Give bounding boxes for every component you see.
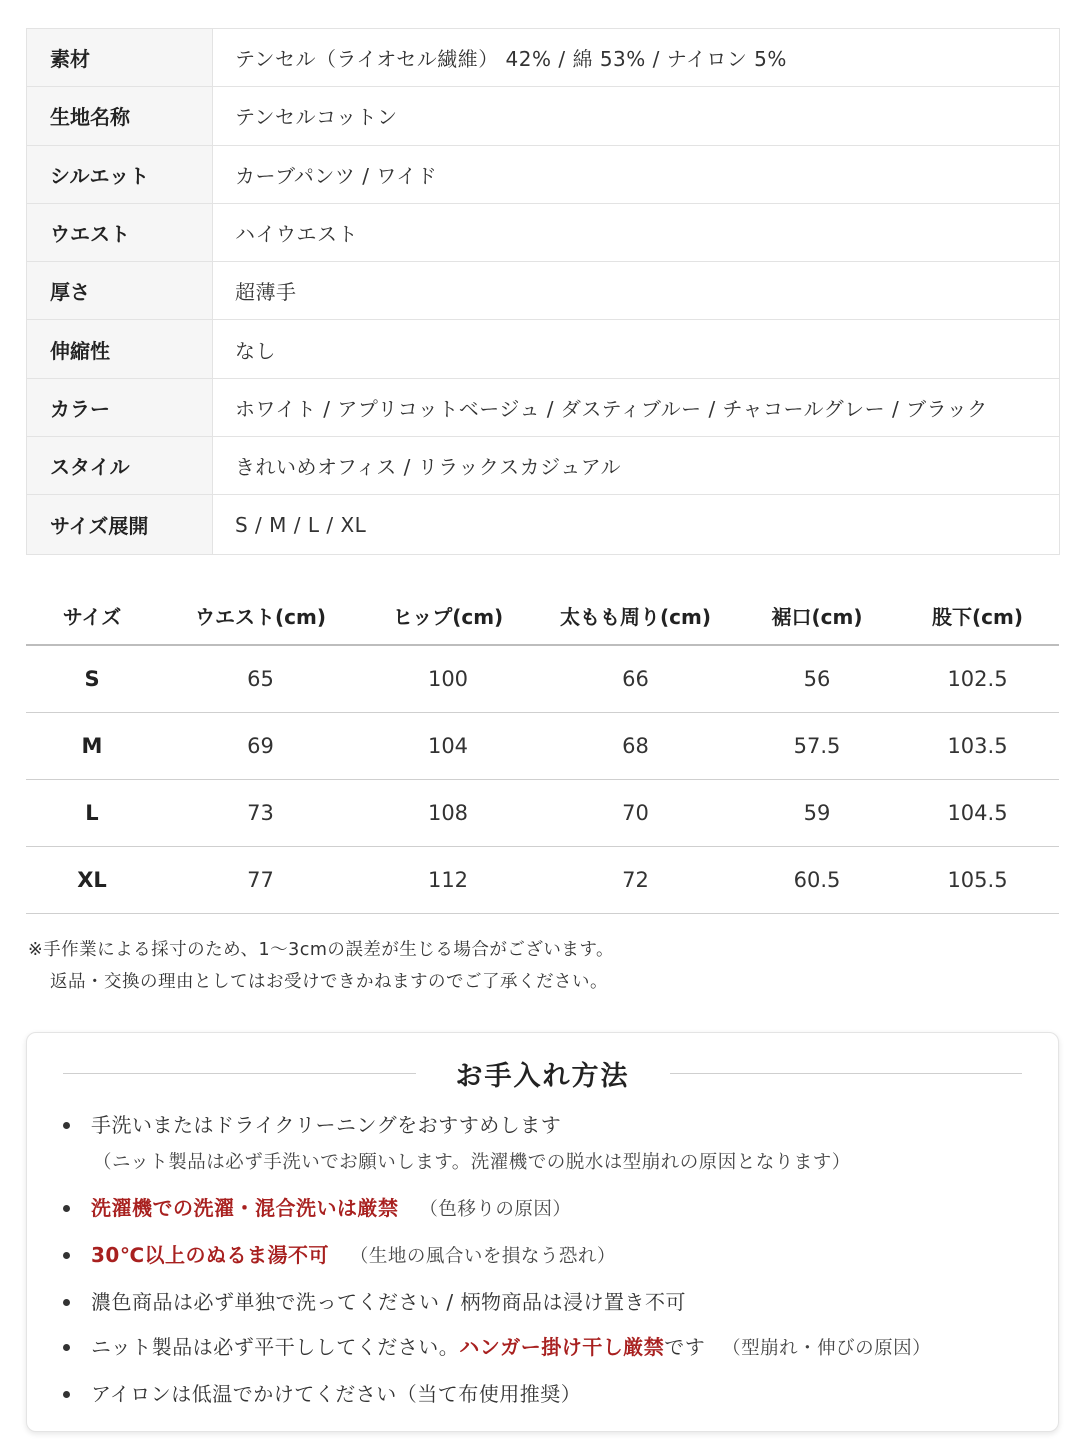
size-cell: 70 [533, 780, 738, 847]
care-title: お手入れ方法 [455, 1060, 630, 1092]
spec-value: ホワイト / アプリコットベージュ / ダスティブルー / チャコールグレー / ブラック [235, 396, 988, 421]
size-cell: 66 [533, 645, 738, 713]
care-reason-text: （色移りの原因） [419, 1199, 572, 1220]
size-cell: 104.5 [896, 780, 1059, 847]
care-text: ニット製品は必ず平干ししてください。 [91, 1335, 460, 1359]
spec-row-waist [27, 204, 1059, 262]
measurement-note [28, 934, 614, 998]
bullet-icon [63, 1391, 70, 1398]
spec-value: なし [235, 338, 276, 363]
care-text: です [664, 1335, 706, 1359]
spec-value: きれいめオフィス / リラックスカジュアル [235, 455, 621, 480]
table-row [26, 847, 1059, 914]
size-cell: 59 [738, 780, 896, 847]
care-list [57, 1109, 931, 1423]
size-header-cell: 太もも周り(cm) [533, 586, 738, 645]
spec-label: ウエスト [27, 204, 213, 261]
spec-label: シルエット [27, 146, 213, 203]
spec-row-material [27, 29, 1059, 87]
bullet-icon [63, 1122, 70, 1129]
spec-table [26, 28, 1060, 555]
size-header-cell: 股下(cm) [896, 586, 1059, 645]
list-item [57, 1192, 931, 1226]
size-table [26, 586, 1059, 914]
spec-row-thickness [27, 262, 1059, 320]
care-instructions-box [26, 1032, 1059, 1432]
size-cell: 102.5 [896, 645, 1059, 713]
spec-label: サイズ展開 [27, 495, 213, 553]
size-cell: 77 [158, 847, 363, 914]
spec-value: 超薄手 [235, 280, 297, 305]
table-row [26, 645, 1059, 713]
spec-row-color [27, 379, 1059, 437]
bullet-icon [63, 1299, 70, 1306]
care-subtext: （ニット製品は必ず手洗いでお願いします。洗濯機での脱水は型崩れの原因となります） [93, 1152, 851, 1173]
spec-row-stretch [27, 320, 1059, 378]
size-cell: 60.5 [738, 847, 896, 914]
care-text: 手洗いまたはドライクリーニングをおすすめします [91, 1113, 562, 1137]
note-line: ※手作業による採寸のため、1〜3cmの誤差が生じる場合がございます。 [28, 940, 614, 960]
bullet-icon [63, 1344, 70, 1351]
care-reason-text: （型崩れ・伸びの原因） [722, 1338, 932, 1359]
note-line: 返品・交換の理由としてはお受けできかねますのでご了承ください。 [50, 972, 608, 992]
table-row [26, 713, 1059, 780]
size-header-cell: 裾口(cm) [738, 586, 896, 645]
list-item [57, 1286, 931, 1318]
spec-row-silhouette [27, 146, 1059, 204]
spec-value: テンセル（ライオセル繊維） 42% / 綿 53% / ナイロン 5% [235, 47, 787, 72]
bullet-icon [63, 1252, 70, 1259]
spec-value: テンセルコットン [235, 105, 398, 130]
care-text: 濃色商品は必ず単独で洗ってください / 柄物商品は浸け置き不可 [91, 1290, 686, 1314]
list-item [57, 1239, 931, 1273]
size-cell: 73 [158, 780, 363, 847]
list-item [57, 1109, 931, 1179]
size-cell: S [26, 645, 158, 713]
size-cell: 108 [363, 780, 533, 847]
list-item [57, 1378, 931, 1410]
spec-label: カラー [27, 379, 213, 436]
size-cell: 65 [158, 645, 363, 713]
spec-label: スタイル [27, 437, 213, 494]
spec-label: 素材 [27, 29, 213, 86]
size-cell: 68 [533, 713, 738, 780]
spec-label: 生地名称 [27, 87, 213, 144]
care-reason-text: （生地の風合いを損なう恐れ） [349, 1246, 616, 1267]
size-cell: 112 [363, 847, 533, 914]
size-header-cell: ウエスト(cm) [158, 586, 363, 645]
size-cell: 105.5 [896, 847, 1059, 914]
size-cell: L [26, 780, 158, 847]
spec-value: ハイウエスト [235, 222, 358, 247]
size-cell: XL [26, 847, 158, 914]
spec-label: 伸縮性 [27, 320, 213, 377]
divider [63, 1073, 416, 1074]
size-cell: 56 [738, 645, 896, 713]
size-cell: 72 [533, 847, 738, 914]
care-title-row [63, 1051, 1022, 1095]
care-warning-text: 30℃以上のぬるま湯不可 [91, 1243, 330, 1267]
size-cell: 69 [158, 713, 363, 780]
spec-value: S / M / L / XL [235, 512, 367, 537]
size-header-cell: サイズ [26, 586, 158, 645]
spec-value: カーブパンツ / ワイド [235, 163, 438, 188]
size-cell: 57.5 [738, 713, 896, 780]
size-cell: 100 [363, 645, 533, 713]
divider [670, 1073, 1023, 1074]
table-row [26, 780, 1059, 847]
spec-row-sizes [27, 495, 1059, 553]
size-cell: 103.5 [896, 713, 1059, 780]
spec-row-fabric-name [27, 87, 1059, 145]
size-table-header-row [26, 586, 1059, 645]
bullet-icon [63, 1205, 70, 1212]
size-header-cell: ヒップ(cm) [363, 586, 533, 645]
care-warning-text: ハンガー掛け干し厳禁 [459, 1335, 665, 1359]
care-text: アイロンは低温でかけてください（当て布使用推奨） [91, 1382, 582, 1406]
size-cell: M [26, 713, 158, 780]
size-cell: 104 [363, 713, 533, 780]
spec-label: 厚さ [27, 262, 213, 319]
care-warning-text: 洗濯機での洗濯・混合洗いは厳禁 [91, 1196, 399, 1220]
list-item [57, 1331, 931, 1365]
spec-row-style [27, 437, 1059, 495]
